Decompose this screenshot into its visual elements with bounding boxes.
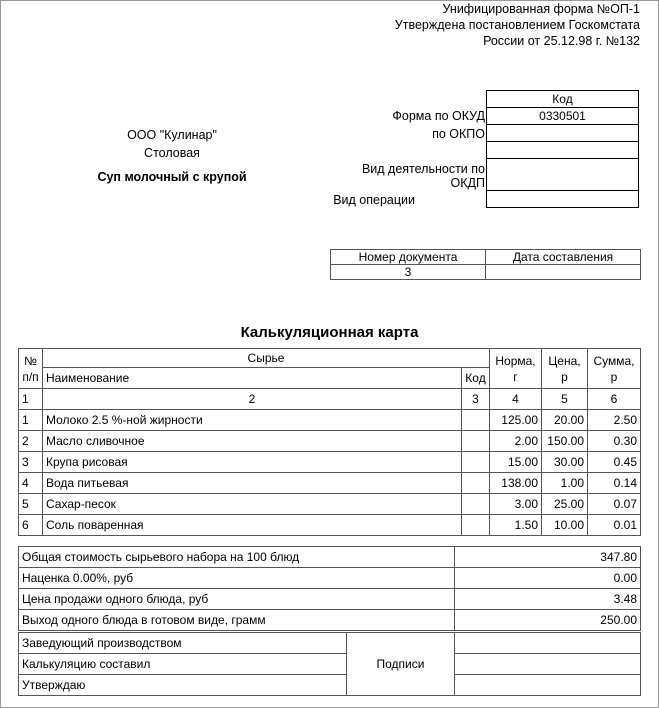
- row-norm: 2.00: [490, 431, 542, 452]
- header-price-line-2: р: [561, 369, 568, 384]
- header-sum: [588, 349, 641, 389]
- row-sum: 0.01: [588, 515, 641, 536]
- totals-table: [18, 546, 641, 631]
- table-row: [19, 410, 641, 431]
- header-sum-line-2: р: [610, 369, 618, 384]
- sale-price-label: Цена продажи одного блюда, руб: [19, 589, 455, 610]
- row-number: 1: [19, 410, 43, 431]
- markup-value: 0.00: [455, 568, 641, 589]
- okdp-label-line-1: Вид деятельности по: [361, 162, 485, 176]
- row-name: Сахар-песок: [43, 494, 462, 515]
- header-sum-line-1: Сумма,: [593, 353, 635, 368]
- table-row: [19, 431, 641, 452]
- codes-box: [486, 90, 639, 208]
- row-code: [462, 431, 490, 452]
- column-number-4: 4: [490, 389, 542, 410]
- totals-row: [19, 610, 641, 631]
- totals-row: [19, 568, 641, 589]
- row-number: 5: [19, 494, 43, 515]
- okdp-label-line-2: ОКДП: [450, 176, 485, 190]
- header-price-line-1: Цена,: [548, 353, 581, 368]
- header-number: [19, 349, 43, 389]
- okdp-code-cell: [487, 159, 639, 191]
- row-norm: 138.00: [490, 473, 542, 494]
- row-norm: 3.00: [490, 494, 542, 515]
- page-title: Калькуляционная карта: [240, 324, 419, 341]
- document-info-table: [330, 249, 641, 280]
- row-name: Молоко 2.5 %-ной жирности: [43, 410, 462, 431]
- header-number-line-1: №: [24, 353, 37, 368]
- signatures-label: Подписи: [347, 633, 455, 696]
- organization-name: ООО "Кулинар": [127, 128, 217, 142]
- calculation-table: [18, 348, 641, 536]
- form-header-line-2: Утверждена постановлением Госкомстата: [394, 18, 640, 32]
- okpo-label: по ОКПО: [432, 127, 485, 141]
- header-norm-line-1: Норма,: [495, 353, 536, 368]
- row-name: Вода питьевая: [43, 473, 462, 494]
- codes-head: Код: [487, 91, 639, 108]
- totals-row: [19, 547, 641, 568]
- total-cost-label: Общая стоимость сырьевого набора на 100 блюд: [19, 547, 455, 568]
- column-number-6: 6: [588, 389, 641, 410]
- row-name: Соль поваренная: [43, 515, 462, 536]
- row-price: 150.00: [542, 431, 588, 452]
- table-row: [19, 452, 641, 473]
- header-name: Наименование: [43, 368, 462, 389]
- column-number-3: 3: [462, 389, 490, 410]
- row-price: 10.00: [542, 515, 588, 536]
- markup-label: Наценка 0.00%, руб: [19, 568, 455, 589]
- row-name: Крупа рисовая: [43, 452, 462, 473]
- signature-role-head-of-production: Заведующий производством: [19, 633, 347, 654]
- row-code: [462, 494, 490, 515]
- row-number: 6: [19, 515, 43, 536]
- column-number-5: 5: [542, 389, 588, 410]
- doc-number-label: Номер документа: [331, 250, 486, 265]
- column-number-1: 1: [19, 389, 43, 410]
- form-header-line-1: Унифицированная форма №ОП-1: [442, 2, 640, 16]
- signatures-table: [18, 632, 641, 696]
- signature-role-approved-by: Утверждаю: [19, 675, 347, 696]
- row-price: 20.00: [542, 410, 588, 431]
- signature-role-compiled-by: Калькуляцию составил: [19, 654, 347, 675]
- signature-line: [455, 633, 641, 654]
- row-number: 3: [19, 452, 43, 473]
- doc-number-value: 3: [331, 265, 486, 280]
- totals-row: [19, 589, 641, 610]
- row-sum: 2.50: [588, 410, 641, 431]
- yield-label: Выход одного блюда в готовом виде, грамм: [19, 610, 455, 631]
- okud-label: Форма по ОКУД: [392, 109, 485, 123]
- column-number-2: 2: [43, 389, 462, 410]
- row-price: 1.00: [542, 473, 588, 494]
- header-number-line-2: п/п: [22, 369, 39, 384]
- operation-label: Вид операции: [333, 193, 415, 207]
- table-row: [19, 494, 641, 515]
- doc-date-label: Дата составления: [486, 250, 641, 265]
- row-code: [462, 452, 490, 473]
- signature-line: [455, 654, 641, 675]
- header-raw-material: Сырье: [43, 349, 490, 368]
- row-number: 4: [19, 473, 43, 494]
- total-cost-value: 347.80: [455, 547, 641, 568]
- row-number: 2: [19, 431, 43, 452]
- okud-code-cell: 0330501: [487, 108, 639, 125]
- row-code: [462, 515, 490, 536]
- header-norm: [490, 349, 542, 389]
- okpo-code-cell: [487, 125, 639, 142]
- empty-code-cell: [487, 142, 639, 159]
- signature-line: [455, 675, 641, 696]
- row-name: Масло сливочное: [43, 431, 462, 452]
- row-code: [462, 410, 490, 431]
- table-row: [19, 473, 641, 494]
- sale-price-value: 3.48: [455, 589, 641, 610]
- header-price: [542, 349, 588, 389]
- form-header-line-3: России от 25.12.98 г. №132: [483, 34, 640, 48]
- row-sum: 0.30: [588, 431, 641, 452]
- row-code: [462, 473, 490, 494]
- yield-value: 250.00: [455, 610, 641, 631]
- row-price: 30.00: [542, 452, 588, 473]
- doc-date-value: [486, 265, 641, 280]
- row-sum: 0.14: [588, 473, 641, 494]
- row-norm: 125.00: [490, 410, 542, 431]
- row-norm: 15.00: [490, 452, 542, 473]
- row-norm: 1.50: [490, 515, 542, 536]
- operation-code-cell: [487, 191, 639, 208]
- table-row: [19, 515, 641, 536]
- row-sum: 0.45: [588, 452, 641, 473]
- header-norm-line-2: г: [513, 369, 518, 384]
- division-name: Столовая: [144, 146, 200, 160]
- header-code: Код: [462, 368, 490, 389]
- row-sum: 0.07: [588, 494, 641, 515]
- dish-name: Суп молочный с крупой: [97, 170, 247, 184]
- row-price: 25.00: [542, 494, 588, 515]
